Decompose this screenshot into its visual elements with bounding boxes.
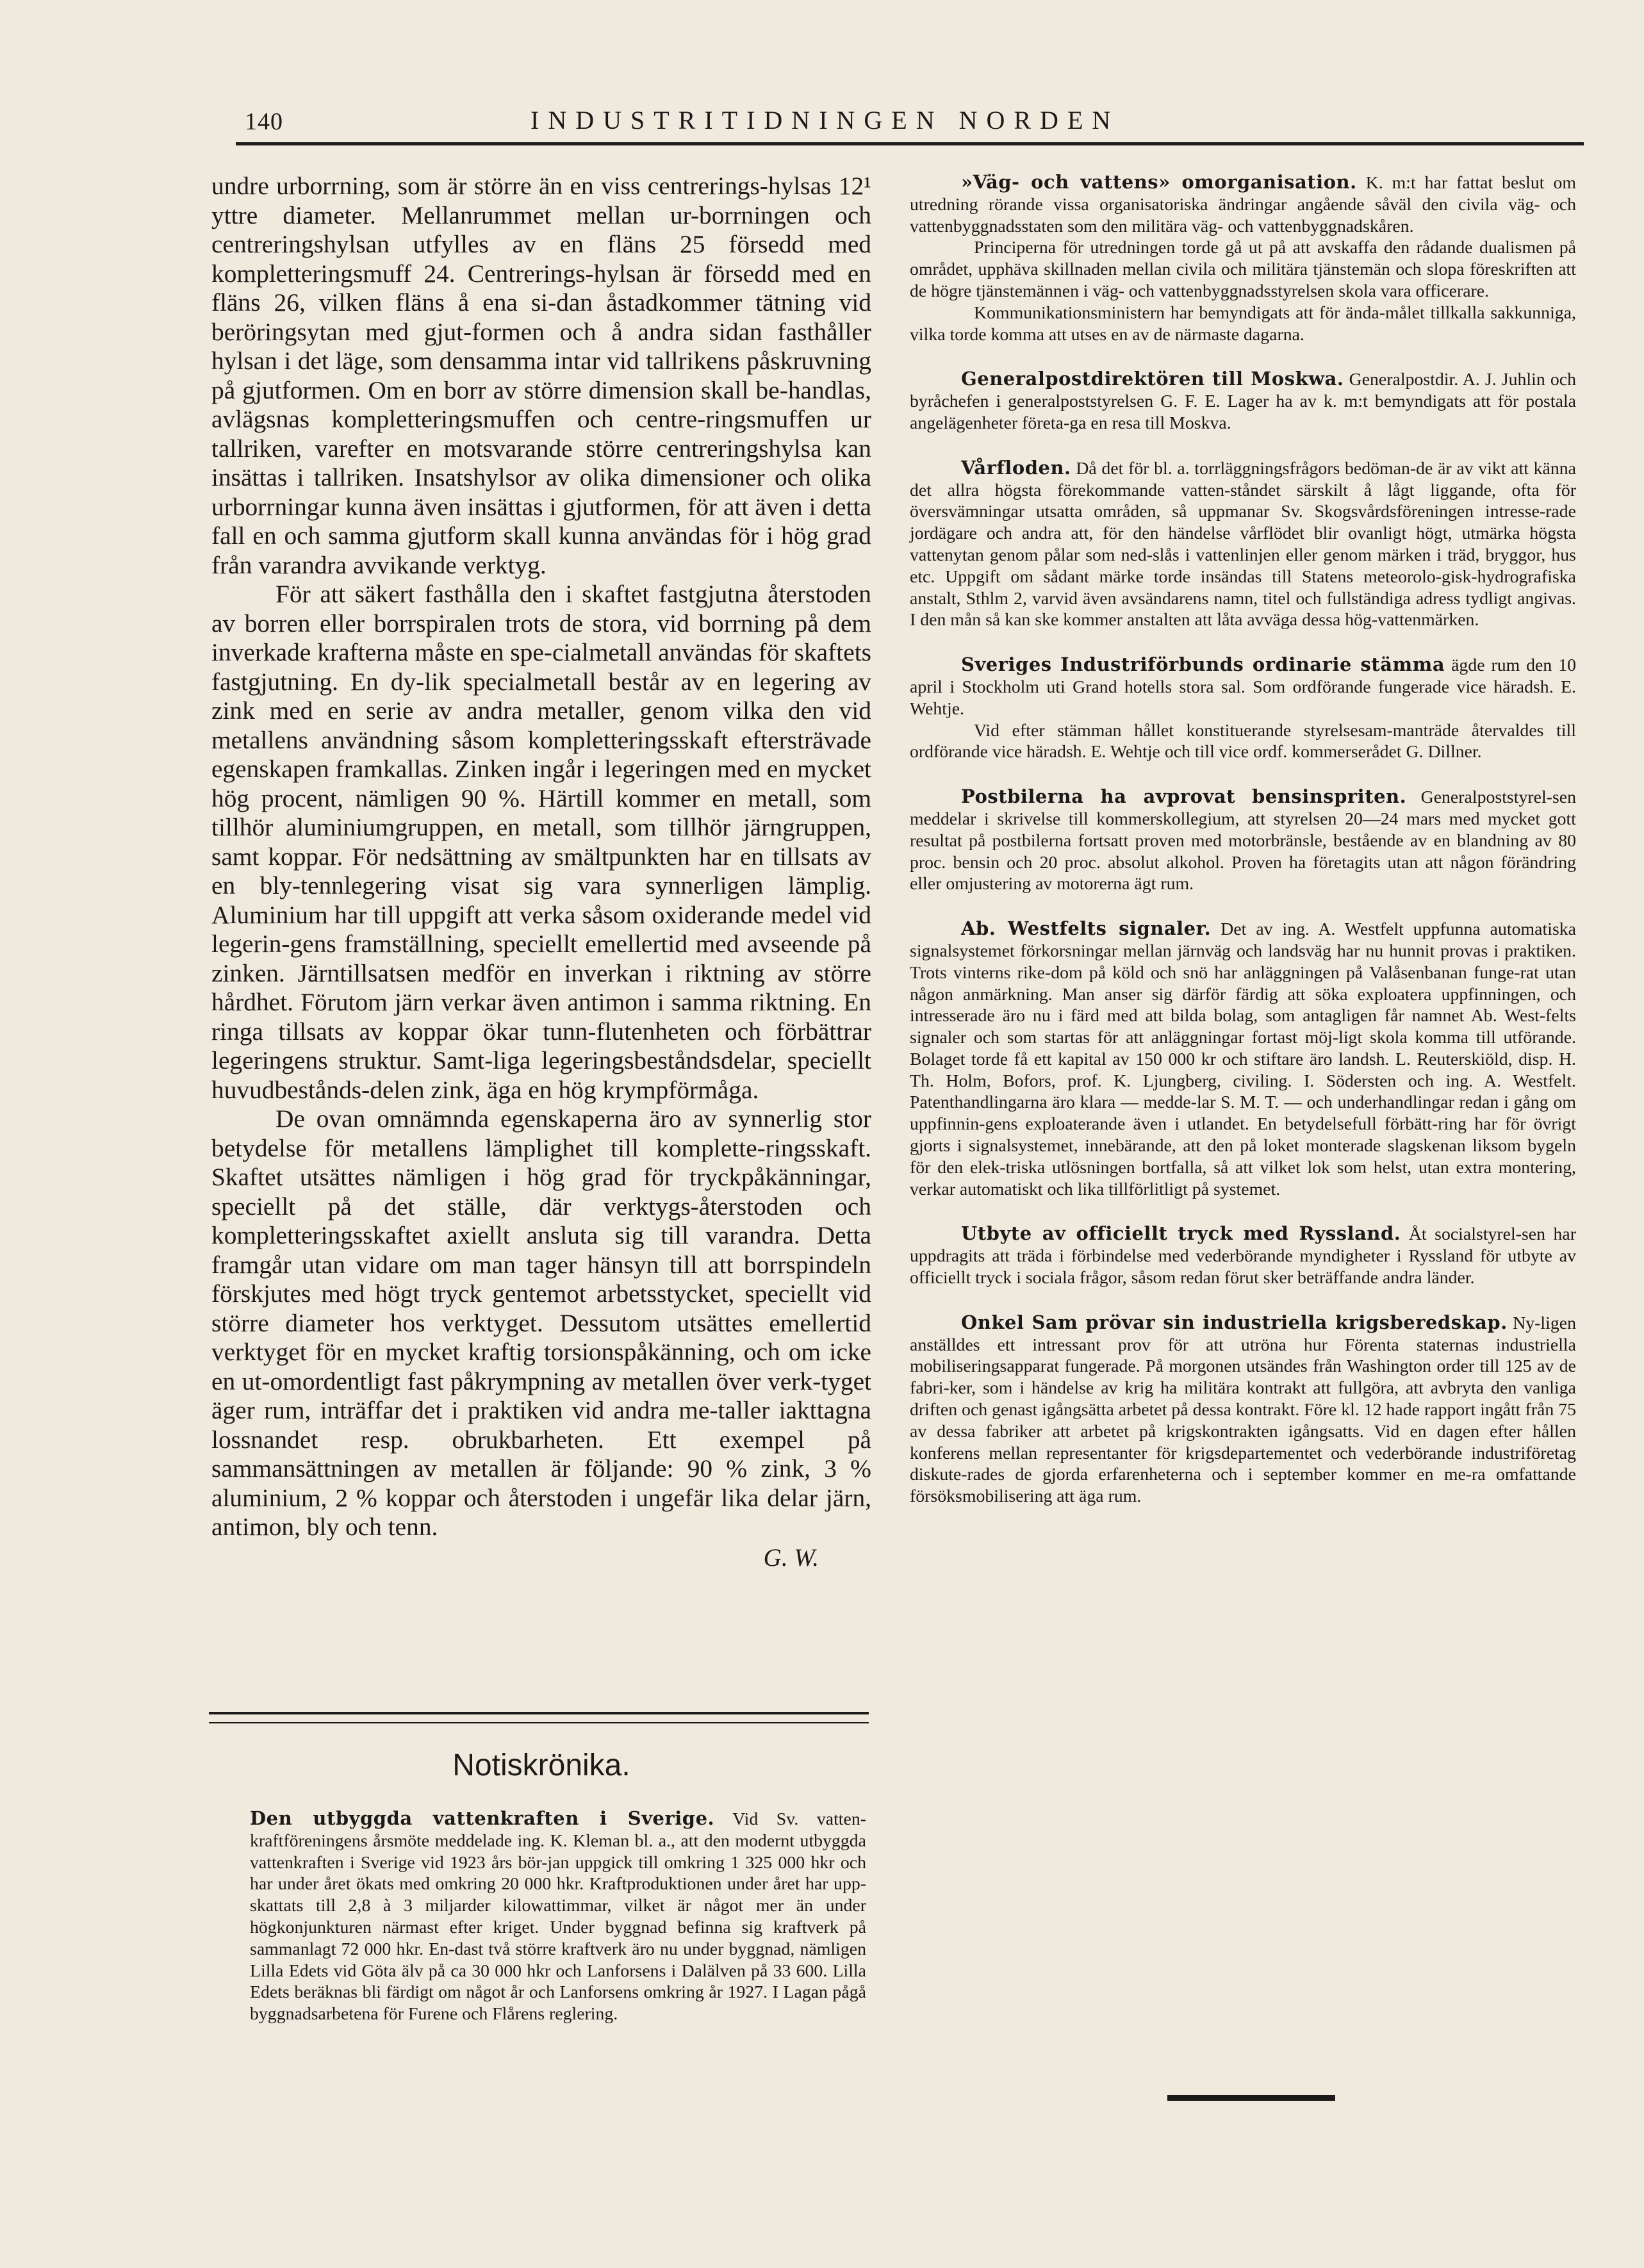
news-item-title: Onkel Sam prövar sin industriella krigsberedskap. (961, 1311, 1508, 1333)
notis-column-right (910, 172, 1576, 1531)
news-item-body: Det av ing. A. Westfelt uppfunna automatiska signalsystemet förkorsningar mellan järnväg och landsväg har nu hunnit provas i praktiken. Trots vinterns rike-dom på köld och snö har anläggningen på Valåsenbanan funge-rat utan någon anmärkning. Man anser sig därför färdig att söka exploatera uppfinningen, och intresserade äro nu i färd med att bilda bolag, som antagligen får namnet Ab. West-felts signaler och som startas för att anläggningar fortast möj-ligt skola komma till utförande. Bolaget torde få ett kapital av 150 000 kr och stiftare äro landsh. L. Reuterskiöld, disp. H. Th. Holm, Bofors, prof. K. Ljungberg, civiling. I. Södersten och ing. A. Westfelt. Patenthandlingarna äro klara — medde-lar S. M. T. — och underhandlingar redan i gång om uppfinnin-gens exploaterande även i utlandet. En betydelsefull förbätt-ring har för övrigt gjorts i signalsystemet, innebärande, att den på loket monterade slagskenan liksom bygeln för den elek-triska utlösningen bortfalla, så att vilket lok som helst, utan extra montering, verkar automatiskt och lika tillförlitligt på systemet. (910, 919, 1576, 1199)
news-item-body: Generalpostdir. A. J. Juhlin och byråchefen i generalpoststyrelsen G. F. E. Lager ha av k. m:t bemyndigats att för postala angelägenheter företa-ga en resa till Moskva. (910, 370, 1576, 433)
article-paragraph: För att säkert fasthålla den i skaftet fastgjutna återstoden av borren eller borrspiralen trots de stora, vid borrning på dem inverkade krafterna måste en spe-cialmetall användas för skaftets fastgjutning. En dy-lik specialmetall består av en legering av zink med en serie av andra metaller, genom vilka den vid metallens användning såsom kompletteringsskaft eftersträvade egenskapen framkallas. Zinken ingår i legeringen med en mycket hög procent, nämligen 90 %. Härtill kommer en metall, som tillhör aluminiumgruppen, en metall, som tillhör järngruppen, samt koppar. För nedsättning av smältpunkten har en tillsats av en bly-tennlegering visat sig vara synnerligen lämplig. Aluminium har till uppgift att verka såsom oxiderande medel vid legerin-gens framställning, speciellt emellertid med avseende på zinken. Järntillsatsen medför en inverkan i riktning av större hårdhet. Förutom järn verkar även antimon i samma riktning. En ringa tillsats av koppar ökar tunn-flutenheten och förbättrar legeringens struktur. Samt-liga legeringsbeståndsdelar, speciellt huvudbestånds-delen zink, äga en hög krympförmåga. (211, 580, 871, 1104)
section-divider (209, 1712, 869, 1723)
article-signature: G. W. (763, 1543, 819, 1572)
news-item (910, 457, 1576, 631)
article-column (211, 172, 871, 1572)
header-rule (236, 142, 1584, 145)
running-title: INDUSTRITIDNINGEN NORDEN (530, 106, 1120, 135)
news-item-body: Kommunikationsministern har bemyndigats att för ända-målet tillkalla sakkunniga, vilka torde komma att utses en av de närmaste dagarna. (910, 302, 1576, 345)
news-item-body: Då det för bl. a. torrläggningsfrågors bedöman-de är av vikt att känna det allra högsta förekommande vatten-ståndet särskilt å lågt liggande, ofta för översvämningar utsatta områden, så uppmanar Sv. Skogsvårdsföreningen intresse-rade jordägare och andra att, för den händelse vårflödet blir ovanligt högt, utmärka högsta vattenytan genom pålar som ned-slås i vattenlinjen eller genom märken i träd, bryggor, hus etc. Uppgift om sådant märke torde insändas till Statens meteorolo-gisk-hydrografiska anstalt, Sthlm 2, varvid även avsändarens namn, titel och fullständiga adress tydligt angivas. I den mån så kan ske kommer anstalten att låta avväga dessa hög-vattenmärken. (910, 458, 1577, 630)
news-item (910, 1223, 1576, 1288)
news-item (910, 654, 1576, 763)
news-item-body: Ny-ligen anställdes ett intressant prov för att utröna hur Förenta staternas industriella mobiliseringsapparat fungerade. På morgonen utsändes från Washington order till 125 av de fabri-ker, som i händelse av krig ha militära kontrakt att fullgöra, att avbryta den vanliga driften och genast igångsätta arbetet på dessa kontrakt. Före kl. 12 hade rapport ingått från 75 av dessa fabriker att arbetet på krigskontrakten igångsatts. Vid en dagen efter hållen konferens mellan representanter för krigsdepartementet och vederbörande industriföretag diskute-rades de gjorda erfarenheterna och i september kommer en me-ra omfattande försöksmobilisering att äga rum. (910, 1313, 1576, 1507)
news-item-title: »Väg- och vattens» omorganisation. (961, 171, 1357, 193)
news-item-title: Generalpostdirektören till Moskwa. (961, 368, 1344, 390)
news-item-title: Ab. Westfelts signaler. (961, 917, 1212, 940)
news-item-body: ägde rum den 10 april i Stockholm uti Grand hotells stora sal. Som ordförande fungerade vice häradsh. E. Wehtje. (910, 655, 1576, 719)
news-item (910, 1312, 1576, 1508)
news-item-title: Postbilerna ha avprovat bensinspriten. (961, 785, 1407, 808)
news-item-body: Generalpoststyrel-sen meddelar i skrivelse till kommerskollegium, att styrelsen 20—24 mars med mycket gott resultat på postbilerna fortsatt proven med motorbränsle, bestående av en blandning av 80 proc. bensin och 20 proc. absolut alkohol. Proven ha företagits utan att någon förändring eller omjustering av motorerna ägt rum. (910, 787, 1576, 894)
news-item (910, 172, 1576, 345)
page-number: 140 (245, 108, 283, 135)
news-item-title: Vårfloden. (961, 456, 1071, 479)
news-item (910, 786, 1576, 895)
article-paragraph: De ovan omnämnda egenskaperna äro av synnerlig stor betydelse för metallens lämplighet till komplette-ringsskaft. Skaftet utsättes nämligen i hög grad för tryckpåkänningar, speciellt på det ställe, där verktygs-återstoden och kompletteringsskaftet axiellt ansluta sig till varandra. Detta framgår utan vidare om man tager hänsyn till att borrspindeln förskjutes med högt tryck gentemot arbetsstycket, speciellt vid större diameter hos verktyget. Dessutom utsättes emellertid verktyget för en mycket kraftig torsionspåkänning, och om icke en ut-omordentligt fast påkrympning av metallen över verk-tyget äger rum, inträffar det i praktiken vid andra me-taller iakttagna lossnandet resp. obrukbarheten. Ett exempel på sammansättningen av metallen är följande: 90 % zink, 3 % aluminium, 2 % koppar och återstoden i ungefär lika delar järn, antimon, bly och tenn. (211, 1105, 871, 1541)
notis-column-left (250, 1808, 866, 2048)
news-item (250, 1808, 866, 2025)
news-item-body: Vid Sv. vatten-kraftföreningens årsmöte meddelade ing. K. Kleman bl. a., att den modernt utbyggda vattenkraften i Sverige vid 1923 års bör-jan uppgick till omkring 1 325 000 hkr och har under året ökats med omkring 20 000 hkr. Kraftproduktionen under året har upp-skattats till 2,8 à 3 miljarder kilowattimmar, vilket är något mer än under högkonjunkturen närmast efter kriget. Under byggnad befinna sig kraftverk på sammanlagt 72 000 hkr. En-dast två större kraftverk äro nu under byggnad, nämligen Lilla Edets vid Göta älv på ca 30 000 hkr och Lanforsens i Dalälven på 33 600. Lilla Edets beräknas bli färdigt om något år och Lanforsens omkring år 1927. I Lagan pågå byggnadsarbetena för Furene och Flårens reglering. (250, 1809, 867, 2025)
news-item-body: Principerna för utredningen torde gå ut på att avskaffa den rådande dualismen på området, upphäva skillnaden mellan civila och militära tjänstemän och slopa föreskriften att de högre tjänstemännen i väg- och vattenbyggnadsstyrelsen skola vara officerare. (910, 238, 1576, 301)
news-item-title: Utbyte av officiellt tryck med Ryssland. (961, 1222, 1401, 1245)
news-item-title: Den utbyggda vattenkraften i Sverige. (250, 1807, 715, 1829)
end-rule (1167, 2095, 1335, 2101)
news-item-body: Åt socialstyrel-sen har uppdragits att träda i förbindelse med vederbörande myndigheter i Ryssland för utbyte av officiellt tryck i sociala frågor, såsom redan förut sker beträffande andra länder. (910, 1224, 1576, 1288)
article-paragraph: undre urborrning, som är större än en viss centrerings-hylsas 12¹ yttre diameter. Mellanrummet mellan ur-borrningen och centreringshylsan utfylles av en fläns 25 försedd med kompletteringsmuff 24. Centrerings-hylsan är försedd med en fläns 26, vilken fläns å ena si-dan åstadkommer tätning vid beröringsytan med gjut-formen och å andra sidan fasthåller hylsan i det läge, som densamma intar vid tallrikens påskruvning på gjutformen. Om en borr av större dimension skall be-handlas, avlägsnas kompletteringsmuffen och centre-ringsmuffen ur tallriken, varefter en motsvarande större centreringshylsa kan insättas i tallriken. Insatshylsor av olika dimensioner och olika urborrningar kunna även insättas i gjutformen, för att även i detta fall en och samma gjutform skall kunna användas för i hög grad från varandra avvikande verktyg. (211, 172, 871, 579)
news-item (910, 368, 1576, 434)
news-item-title: Sveriges Industriförbunds ordinarie stämma (961, 653, 1445, 676)
section-title: Notiskrönika. (452, 1748, 630, 1782)
news-item (910, 918, 1576, 1200)
news-item-body: Vid efter stämman hållet konstituerande styrelsesam-manträde återvaldes till ordförande vice häradsh. E. Wehtje och till vice ordf. kommerserådet G. Dillner. (910, 720, 1576, 762)
news-item-body: K. m:t har fattat beslut om utredning rörande vissa organisatoriska ändringar angående såväl den civila väg- och vattenbyggnadsstaten som den militära väg- och vattenbyggnadskåren. (910, 173, 1576, 236)
page-header (236, 103, 1584, 141)
